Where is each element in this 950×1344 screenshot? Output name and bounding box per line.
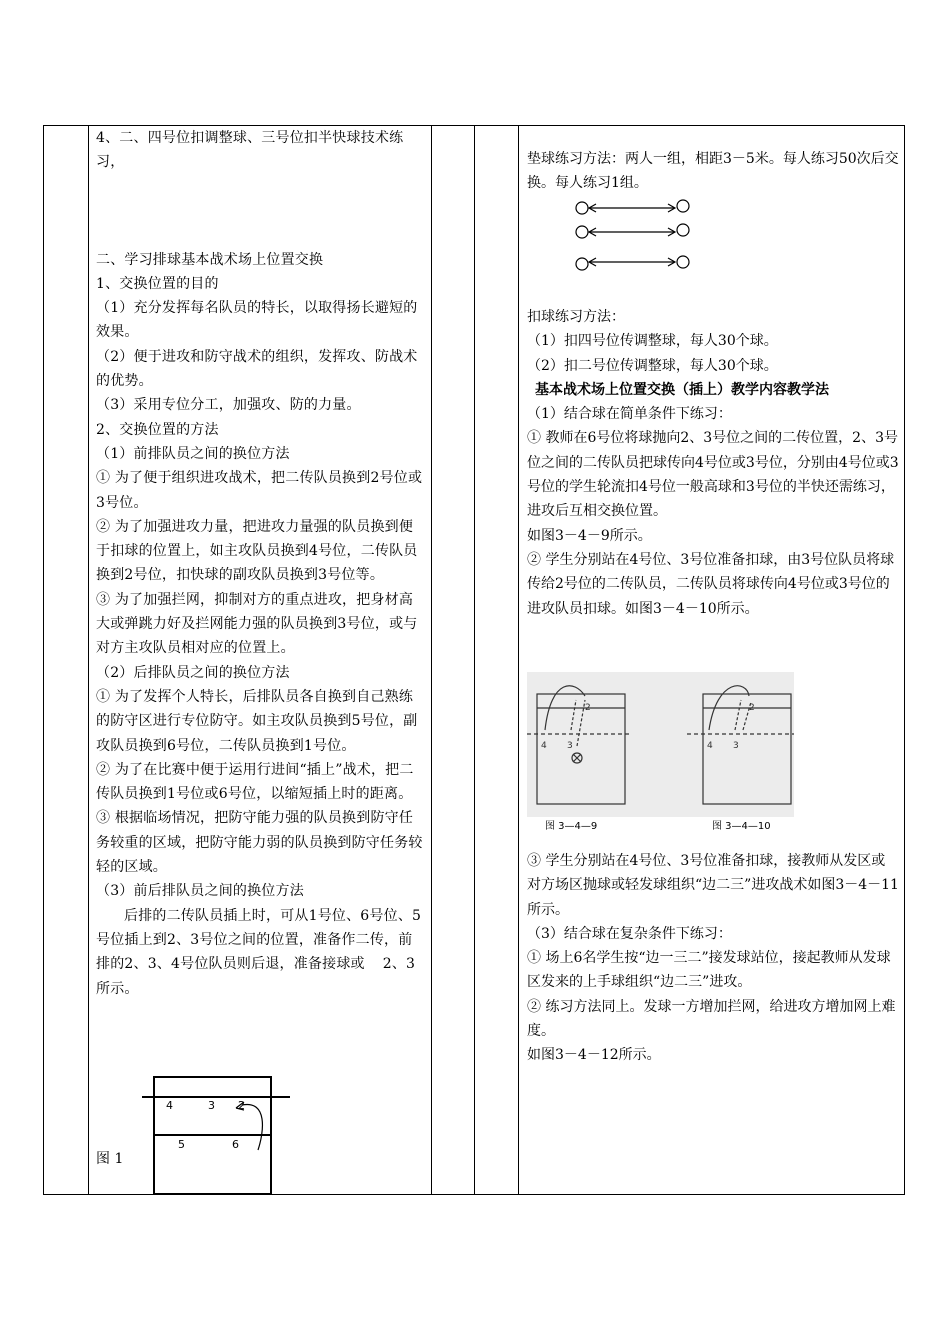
paragraph: （1）结合球在简单条件下练习： [527,406,732,423]
paragraph: （3）采用专位分工，加强攻、防的力量。 [96,397,361,414]
paragraph: 2、交换位置的方法 [96,421,219,438]
figure-1-court-diagram [140,1072,300,1197]
section-heading: 基本战术场上位置交换（插上）教学内容教学法 [535,381,829,398]
fig-num: 3 [567,741,573,751]
fig-num: 2 [749,703,755,713]
paragraph: 扣球练习方法： [527,309,625,325]
left-content-column [96,126,426,1001]
right-content-column-2 [527,305,899,621]
figure-1-label: 图 1 [96,1151,124,1167]
pass-practice-diagram [570,196,700,276]
fig-num: 4 [707,741,713,751]
paragraph: ① 为了便于组织进攻战术，把二传队员换到2号位或3号位。 [96,470,423,511]
paragraph: （1）前排队员之间的换位方法 [96,445,290,462]
paragraph: （2）扣二号位传调整球，每人30个球。 [527,357,778,374]
paragraph-text: 后排的二传队员插上时，可从1号位、6号位、5号位插上到2、3号位之间的位置，准备作二传，前排的2、3、4号位队员则后退，准备接球或 [96,907,422,973]
right-content-column [527,147,899,196]
paragraph-tail: 2、3所示。 [96,956,416,997]
paragraph: （1）充分发挥每名队员的特长，以取得扬长避短的效果。 [96,300,418,341]
figure-caption: 图 3—4—9 [545,821,598,832]
paragraph: （2）后排队员之间的换位方法 [96,664,290,681]
fig1-num: 5 [178,1138,185,1151]
paragraph: （3）结合球在复杂条件下练习： [527,925,732,942]
paragraph: 如图3－4－9所示。 [527,527,652,544]
paragraph: ② 为了加强进攻力量，把进攻力量强的队员换到便于扣球的位置上，如主攻队员换到4号位，二传队员换到2号位，扣快球的副攻队员换到3号位等。 [96,518,418,584]
paragraph: 如图3－4－12所示。 [527,1047,661,1064]
fig-num: 4 [541,741,547,751]
fig-num: 3 [733,741,739,751]
right-content-column-3 [527,849,899,1068]
fig1-num: 4 [166,1099,173,1112]
table-divider [431,126,432,1194]
paragraph: ② 为了在比赛中便于运用行进间“插上”战术，把二传队员换到1号位或6号位，以缩短插上时的距离。 [96,761,414,803]
fig-num: 2 [585,703,591,713]
fig1-num: 3 [208,1099,215,1112]
table-divider [474,126,475,1194]
paragraph: （2）便于进攻和防守战术的组织，发挥攻、防战术的优势。 [96,348,418,390]
paragraph: （3）前后排队员之间的换位方法 [96,883,304,900]
paragraph: ① 场上6名学生按“边一三二”接发球站位，接起教师从发球区发来的上手球组织“边二三”进攻。 [527,950,891,991]
paragraph [96,904,426,1001]
fig1-num: 6 [232,1138,239,1151]
court-diagrams [527,672,794,817]
paragraph: ② 学生分别站在4号位、3号位准备扣球，由3号位队员将球传给2号位的二传队员，二传队员将球传向4号位或3号位的进攻队员扣球。如图3－4－10所示。 [527,551,895,617]
paragraph: ③ 为了加强拦网，抑制对方的重点进攻，把身材高大或弹跳力好及拦网能力强的队员换到3号位，或与对方主攻队员相对应的位置上。 [96,591,418,657]
paragraph: ③ 学生分别站在4号位、3号位准备扣球，接教师从发区或对方场区抛球或轻发球组织“边二三”进攻战术如图3－4－11所示。 [527,853,899,918]
figure-caption: 图 3—4—10 [712,821,771,832]
paragraph: （1）扣四号位传调整球，每人30个球。 [527,333,778,350]
fig1-num: 2 [238,1099,245,1112]
table-divider [88,126,89,1194]
figure-3-4-9-10-image [527,672,794,817]
paragraph: 垫球练习方法：两人一组，相距3－5米。每人练习50次后交换。每人练习1组。 [527,151,899,192]
section-heading: 二、学习排球基本战术场上位置交换 [96,251,324,268]
paragraph: ③ 根据临场情况，把防守能力强的队员换到防守任务较重的区域，把防守能力弱的队员换到防守任务较轻的区域。 [96,810,423,876]
paragraph: 1、交换位置的目的 [96,275,219,292]
paragraph: ① 教师在6号位将球抛向2、3号位之间的二传位置，2、3号位之间的二传队员把球传向4号位或3号位，分别由4号位或3号位的学生轮流扣4号位一般高球和3号位的半快还需练习，进攻后互相交换位置。 [527,430,899,520]
paragraph: ② 练习方法同上。发球一方增加拦网，给进攻方增加网上难度。 [527,998,896,1040]
paragraph: 4、二、四号位扣调整球、三号位扣半快球技术练习， [96,130,404,171]
paragraph: ① 为了发挥个人特长，后排队员各自换到自己熟练的防守区进行专位防守。如主攻队员换到5号位，副攻队员换到6号位，二传队员换到1号位。 [96,688,418,754]
table-divider [518,126,519,1194]
